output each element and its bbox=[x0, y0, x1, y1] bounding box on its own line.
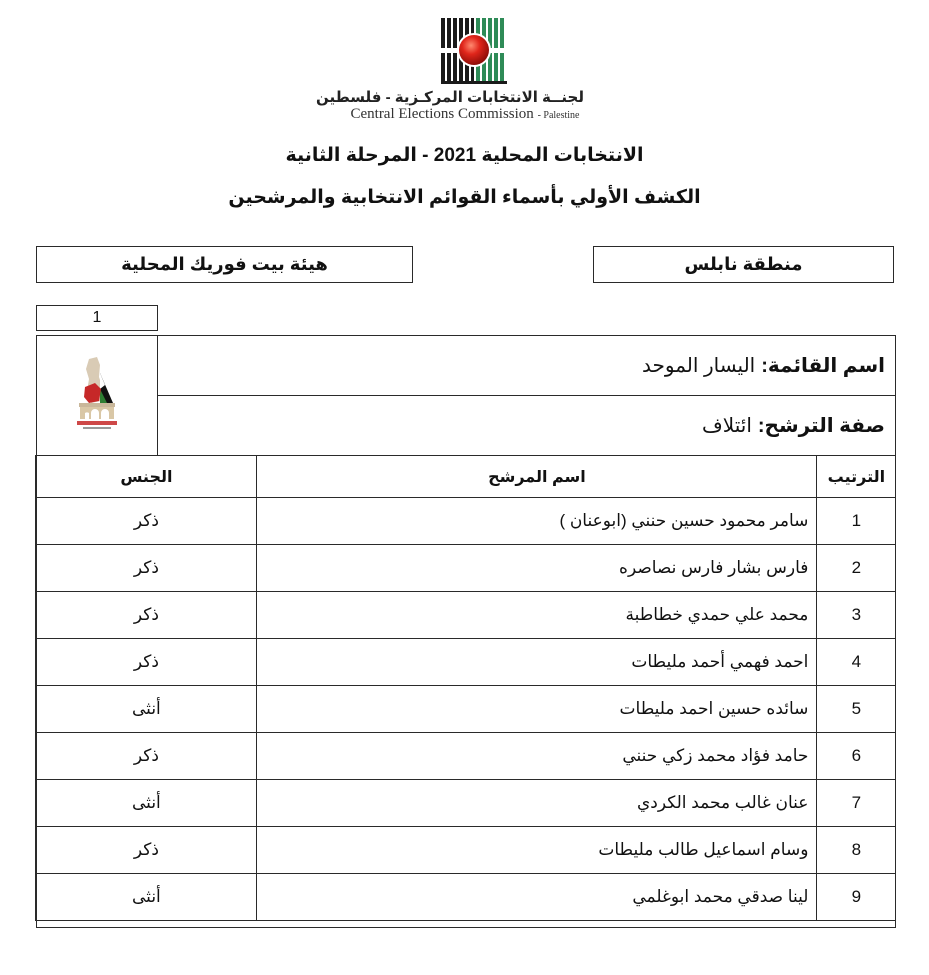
table-row bbox=[36, 592, 896, 639]
table-row bbox=[36, 498, 896, 545]
candidate-name-cell: سامر محمود حسين حنني (ابوعنان ) bbox=[257, 498, 817, 545]
header-rank: الترتيب bbox=[817, 456, 896, 498]
rank-cell: 3 bbox=[817, 592, 896, 639]
list-name-label: اسم القائمة: bbox=[761, 355, 885, 377]
list-number-box bbox=[36, 305, 158, 331]
org-name-english-suffix: - Palestine bbox=[537, 110, 580, 121]
document-subtitle: الكشف الأولي بأسماء القوائم الانتخابية والمرشحين bbox=[228, 187, 701, 208]
rank-cell: 5 bbox=[817, 686, 896, 733]
candidate-name-cell: حامد فؤاد محمد زكي حنني bbox=[257, 733, 817, 780]
candidate-name-cell: لينا صدقي محمد ابوغلمي bbox=[257, 874, 817, 921]
table-row bbox=[36, 686, 896, 733]
candidate-name-cell: محمد علي حمدي خطاطبة bbox=[257, 592, 817, 639]
gender-cell: أنثى bbox=[36, 780, 257, 827]
org-name-english-main: Central Elections Commission bbox=[350, 106, 534, 122]
gender-cell: ذكر bbox=[36, 827, 257, 874]
table-row bbox=[36, 874, 896, 921]
document-title: الانتخابات المحلية 2021 - المرحلة الثانية bbox=[285, 145, 644, 166]
rank-cell: 6 bbox=[817, 733, 896, 780]
gender-cell: أنثى bbox=[36, 874, 257, 921]
rank-cell: 9 bbox=[817, 874, 896, 921]
candidate-name-cell: فارس بشار فارس نصاصره bbox=[257, 545, 817, 592]
local-council-name: هيئة بيت فوريك المحلية bbox=[121, 254, 328, 274]
rank-cell: 8 bbox=[817, 827, 896, 874]
gender-cell: أنثى bbox=[36, 686, 257, 733]
local-council-box bbox=[36, 246, 413, 283]
header-candidate-name: اسم المرشح bbox=[257, 456, 817, 498]
table-row bbox=[36, 639, 896, 686]
gender-cell: ذكر bbox=[36, 545, 257, 592]
list-number: 1 bbox=[92, 309, 102, 326]
rank-cell: 1 bbox=[817, 498, 896, 545]
rank-cell: 7 bbox=[817, 780, 896, 827]
header-gender: الجنس bbox=[36, 456, 257, 498]
table-row bbox=[36, 545, 896, 592]
gender-cell: ذكر bbox=[36, 639, 257, 686]
candidacy-type-row bbox=[158, 396, 895, 455]
electoral-list-block bbox=[36, 335, 896, 928]
table-row bbox=[36, 827, 896, 874]
table-row bbox=[36, 780, 896, 827]
candidates-table bbox=[35, 455, 896, 921]
table-row bbox=[36, 733, 896, 780]
gender-cell: ذكر bbox=[36, 733, 257, 780]
candidacy-type-value: ائتلاف bbox=[702, 415, 752, 437]
table-header-row bbox=[36, 456, 896, 498]
candidate-name-cell: احمد فهمي أحمد مليطات bbox=[257, 639, 817, 686]
gender-cell: ذكر bbox=[36, 498, 257, 545]
candidate-name-cell: سائده حسين احمد مليطات bbox=[257, 686, 817, 733]
rank-cell: 2 bbox=[817, 545, 896, 592]
candidate-name-cell: عنان غالب محمد الكردي bbox=[257, 780, 817, 827]
rank-cell: 4 bbox=[817, 639, 896, 686]
candidates-table-body bbox=[36, 498, 896, 921]
united-left-list-logo-icon bbox=[67, 355, 127, 437]
region-box bbox=[593, 246, 894, 283]
org-name-english bbox=[300, 106, 630, 123]
list-logo-cell bbox=[37, 336, 158, 455]
list-name-value: اليسار الموحد bbox=[642, 355, 756, 377]
cec-logo-icon bbox=[441, 18, 507, 84]
org-name-arabic: لجنــة الانتخابات المركـزية - فلسطين bbox=[316, 89, 584, 106]
region-name: منطقة نابلس bbox=[684, 254, 803, 274]
candidacy-type-label: صفة الترشح: bbox=[757, 415, 885, 437]
list-name-row bbox=[158, 336, 895, 396]
candidate-name-cell: وسام اسماعيل طالب مليطات bbox=[257, 827, 817, 874]
gender-cell: ذكر bbox=[36, 592, 257, 639]
